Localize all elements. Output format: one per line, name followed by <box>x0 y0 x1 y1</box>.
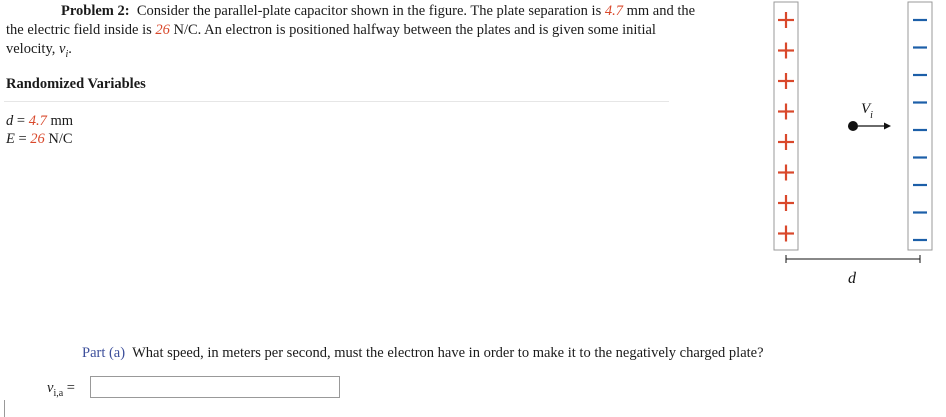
problem-statement: Problem 2: Consider the parallel-plate capacitor shown in the figure. The plate separation is 4.7 mm and the the electric field inside is 26 N/C. An electron is positioned halfway between the plates and is given some initial velocity, $v_i$. <box>6 3 696 60</box>
answer-input[interactable] <box>90 376 340 398</box>
part-a-text: What speed, in meters per second, must the electron have in order to make it to the negatively charged plate? <box>132 345 764 361</box>
problem-text-3: N/C. An electron is positioned halfway between the plates and is given some initial velocity, <box>6 22 656 57</box>
variable-e: E = 26 N/C <box>6 131 73 147</box>
electron <box>848 121 858 131</box>
field-value: 26 <box>155 22 170 38</box>
problem-text-1: Consider the parallel-plate capacitor shown in the figure. The plate separation is <box>136 3 602 19</box>
capacitor-figure <box>760 0 946 300</box>
separation-value: 4.7 <box>604 3 623 19</box>
distance-label: d <box>848 270 856 287</box>
problem-label: Problem 2: <box>61 3 130 19</box>
velocity-label: $V_i$ <box>861 101 873 121</box>
section-divider <box>4 101 669 102</box>
randomized-variables-title: Randomized Variables <box>6 76 146 92</box>
part-a-question <box>82 345 764 362</box>
part-a-label: Part (a) <box>82 345 126 361</box>
answer-label: $v_{i,a}$ = <box>47 380 75 399</box>
variable-d: d = 4.7 mm <box>6 113 73 129</box>
velocity-arrowhead <box>884 123 891 130</box>
velocity-symbol: $v_i$ <box>59 41 69 60</box>
left-edge-rule <box>4 400 5 417</box>
positive-plate <box>774 2 798 250</box>
problem-text-2: mm and the the electric field inside is <box>6 3 696 38</box>
